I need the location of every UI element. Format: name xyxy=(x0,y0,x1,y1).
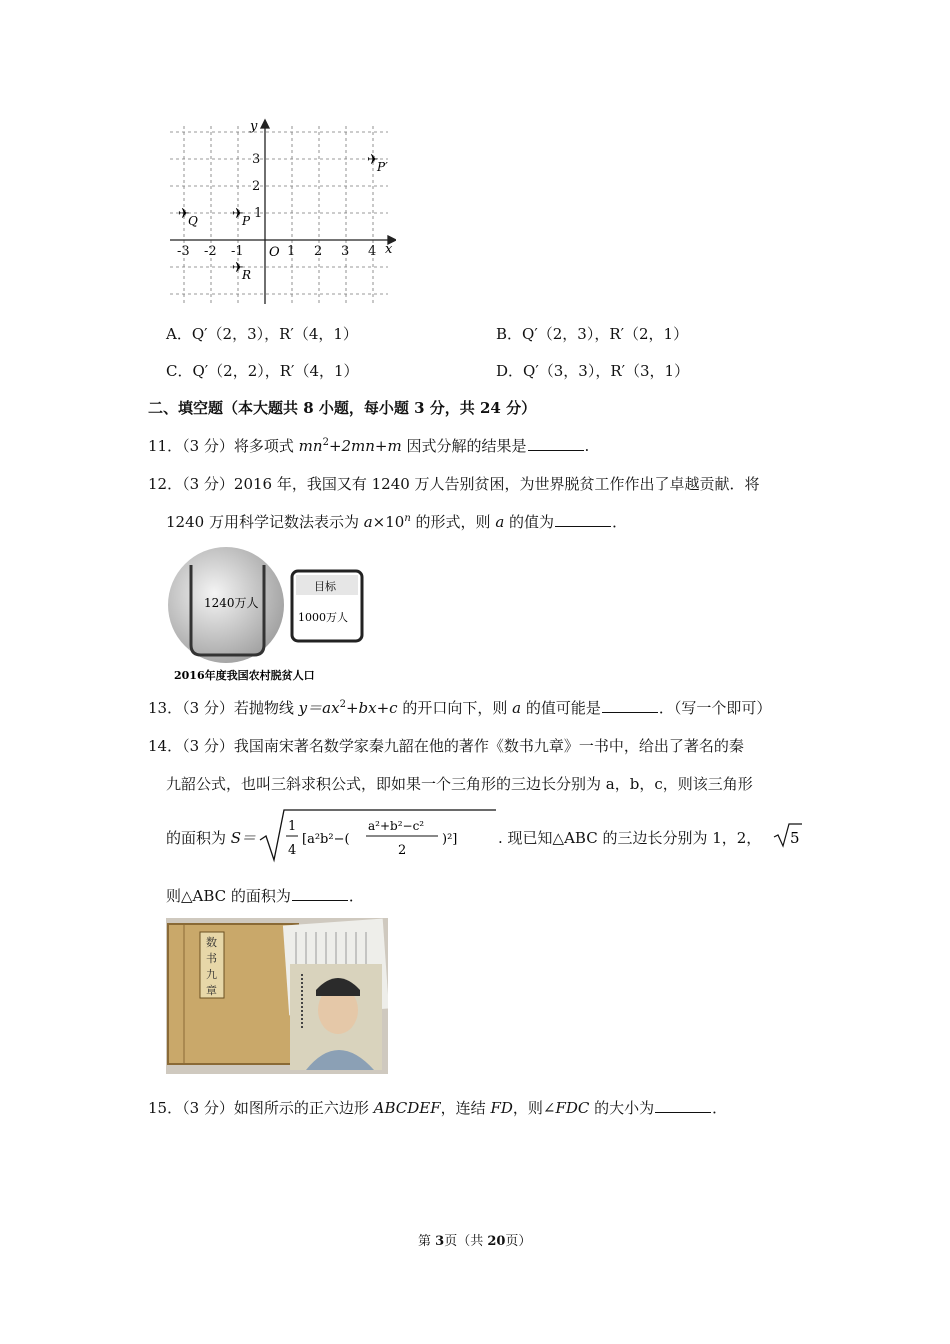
poverty-figure xyxy=(166,545,366,685)
q14-text: 则△ABC 的面积为 xyxy=(166,887,291,905)
axis-y-label: y xyxy=(250,119,258,134)
x-tick: 3 xyxy=(341,244,350,259)
q13-text: 的开口向下，则 xyxy=(397,699,513,717)
x-tick: -2 xyxy=(204,244,217,259)
q11-expr-2: +2mn+m xyxy=(328,437,402,455)
q12-line-2 xyxy=(166,511,627,532)
book-title-char: 数 xyxy=(206,936,217,949)
formula-den: 2 xyxy=(398,843,407,858)
q14-line-4 xyxy=(166,885,364,906)
q13-expr: y＝ax xyxy=(298,699,340,717)
q14-text: ． xyxy=(348,887,364,905)
q11-expr: mn xyxy=(298,437,323,455)
q11-prefix: 11．（3 分）将多项式 xyxy=(148,437,299,455)
answer-blank xyxy=(555,511,611,527)
q11-suffix: 因式分解的结果是 xyxy=(401,437,527,455)
q13-text: 的值可能是 xyxy=(521,699,601,717)
q14-line-1: 14．（3 分）我国南宋著名数学家秦九韶在他的著作《数书九章》一书中，给出了著名的秦 xyxy=(148,737,744,755)
q15-text: ，则∠ xyxy=(512,1099,556,1117)
x-tick: 1 xyxy=(287,244,296,259)
x-tick: 2 xyxy=(314,244,323,259)
book-title-char: 章 xyxy=(206,984,217,997)
page-footer xyxy=(418,1230,531,1249)
option-b: B．Q′（2，3），R′（2，1） xyxy=(496,325,689,343)
q15-text: 15．（3 分）如图所示的正六边形 xyxy=(148,1099,374,1117)
y-tick: 2 xyxy=(252,179,261,194)
airplane-icon: ✈ xyxy=(367,152,379,168)
point-label: P′ xyxy=(377,160,388,174)
q15-text: ． xyxy=(712,1099,728,1117)
point-label: P xyxy=(242,214,251,228)
formula-frac-den: 4 xyxy=(288,843,297,858)
airplane-icon: ✈ xyxy=(178,206,190,222)
axis-x-label: x xyxy=(385,242,393,257)
answer-blank xyxy=(528,435,584,451)
option-d: D．Q′（3，3），R′（3，1） xyxy=(496,362,690,380)
q15-text: ，连结 xyxy=(440,1099,491,1117)
sqrt-five xyxy=(773,822,803,848)
point-label: R xyxy=(242,268,252,282)
airplane-icon: ✈ xyxy=(232,206,244,222)
book-title-char: 九 xyxy=(206,968,217,981)
answer-blank xyxy=(655,1097,711,1113)
x-tick: -1 xyxy=(231,244,244,259)
footer-text: 页（共 xyxy=(444,1234,488,1249)
x-tick: -3 xyxy=(177,244,190,259)
question-13 xyxy=(148,697,771,718)
sqrt-value: 5 xyxy=(790,829,800,847)
answer-blank xyxy=(292,885,348,901)
q11-sup: 2 xyxy=(322,437,329,448)
q15-var: FDC xyxy=(555,1099,590,1117)
page-number: 3 xyxy=(435,1234,445,1249)
q15-var: ABCDEF xyxy=(373,1099,441,1117)
q12-text: 的值为 xyxy=(504,513,555,531)
section-heading: 二、填空题（本大题共 8 小题，每小题 3 分，共 24 分） xyxy=(148,399,537,417)
formula-num: a²+b²−c² xyxy=(368,819,425,833)
y-tick: 1 xyxy=(254,206,263,221)
q12-sup: n xyxy=(404,513,411,524)
q11-end: . xyxy=(584,437,590,455)
q12-var: a xyxy=(495,513,505,531)
q14-text: 的面积为 xyxy=(166,829,231,847)
formula-frac-num: 1 xyxy=(288,819,297,834)
figure-caption: 2016年度我国农村脱贫人口 xyxy=(174,669,315,682)
q13-var: a xyxy=(512,699,522,717)
question-15 xyxy=(148,1097,727,1118)
point-label: Q xyxy=(188,214,198,228)
formula-inner: [a²b²−( xyxy=(302,832,350,847)
origin-label: O xyxy=(269,245,280,260)
page-total: 20 xyxy=(487,1234,506,1249)
option-a: A．Q′（2，3），R′（4，1） xyxy=(166,325,358,343)
q13-text: 13．（3 分）若抛物线 xyxy=(148,699,299,717)
q12-text: ． xyxy=(612,513,628,531)
q15-var: FD xyxy=(490,1099,513,1117)
target-value: 1000万人 xyxy=(298,611,348,624)
answer-blank xyxy=(602,697,658,713)
option-c: C．Q′（2，2），R′（4，1） xyxy=(166,362,359,380)
q14-line-3-suffix: . 现已知△ABC 的三边长分别为 1，2， xyxy=(498,829,762,847)
q14-var: S＝ xyxy=(230,829,257,847)
q12-text: 1240 万用科学记数法表示为 xyxy=(166,513,364,531)
coordinate-grid-figure xyxy=(166,118,396,308)
q13-expr: +bx+c xyxy=(345,699,398,717)
footer-text: 页） xyxy=(505,1234,532,1249)
q12-text: ×10 xyxy=(372,513,405,531)
q12-text: 的形式，则 xyxy=(410,513,496,531)
bowl-label: 1240万人 xyxy=(204,596,259,610)
q15-text: 的大小为 xyxy=(589,1099,655,1117)
q12-line-1: 12．（3 分）2016 年，我国又有 1240 万人告别贫困，为世界脱贫工作作出了卓越贡献．将 xyxy=(148,475,760,493)
x-tick: 4 xyxy=(368,244,377,259)
qin-jiushao-formula xyxy=(258,806,498,864)
q14-line-3-prefix xyxy=(166,827,256,848)
q14-line-2: 九韶公式，也叫三斜求积公式，即如果一个三角形的三边长分别为 a，b，c，则该三角形 xyxy=(166,775,753,793)
airplane-icon: ✈ xyxy=(232,260,244,276)
y-tick: 3 xyxy=(252,152,261,167)
formula-tail: )²] xyxy=(442,832,458,847)
q13-text: ．（写一个即可） xyxy=(658,699,772,717)
footer-text: 第 xyxy=(418,1234,436,1249)
question-11 xyxy=(148,435,589,456)
book-title-char: 书 xyxy=(206,952,217,965)
q12-var: a xyxy=(363,513,373,531)
q13-sup: 2 xyxy=(339,699,346,710)
target-title: 目标 xyxy=(314,580,336,593)
book-photo xyxy=(166,918,388,1074)
